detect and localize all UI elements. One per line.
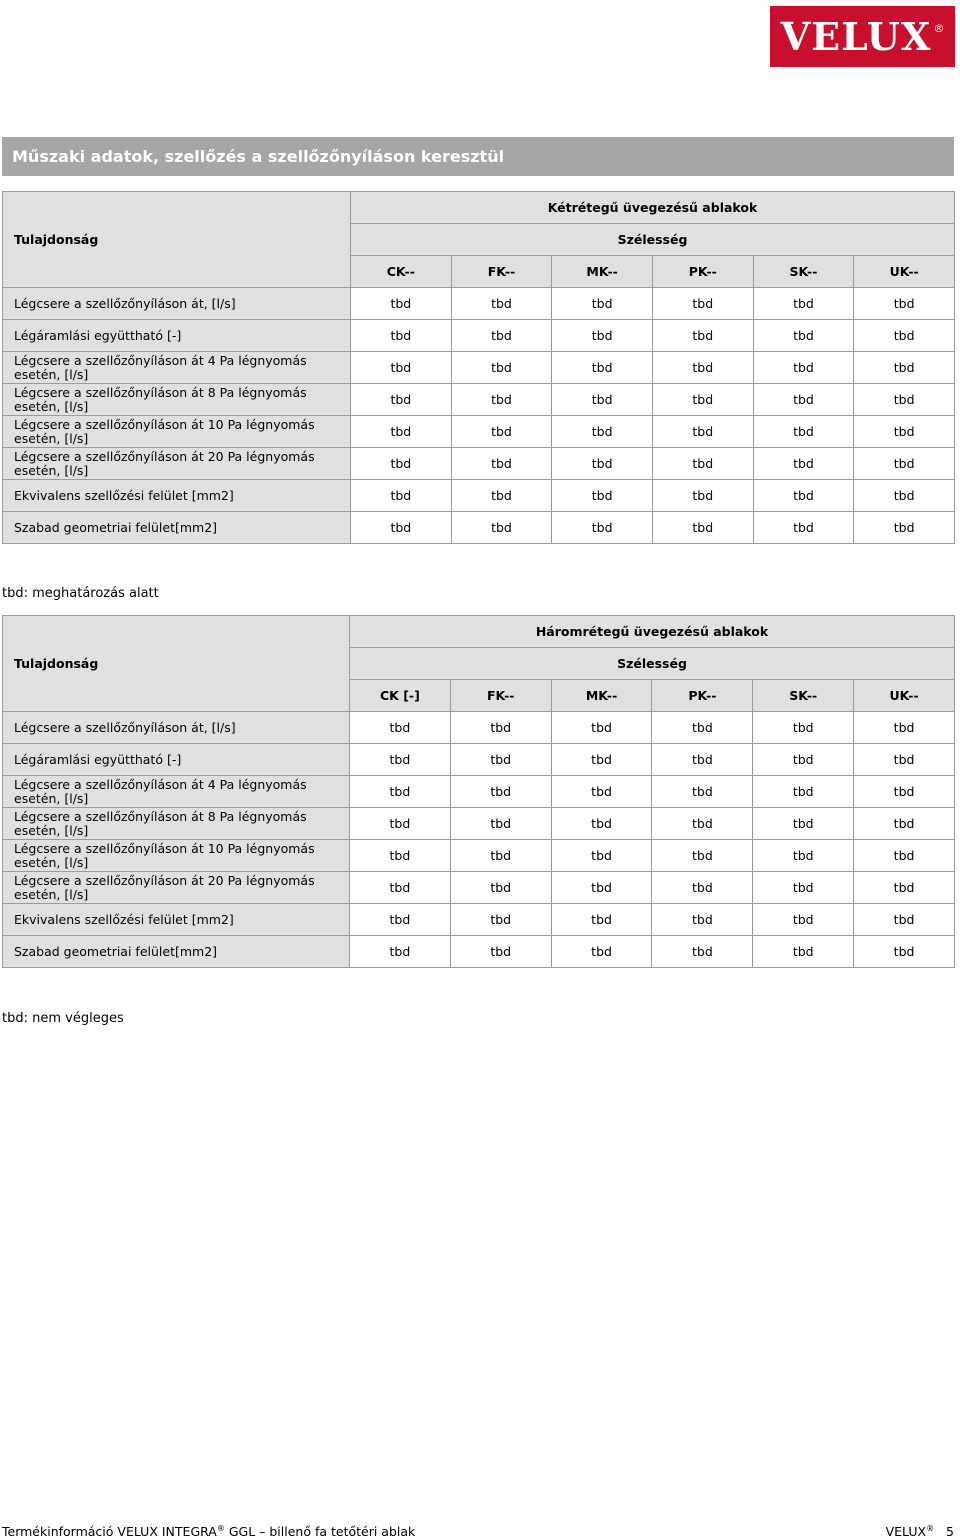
cell-value: tbd	[451, 352, 552, 384]
cell-value: tbd	[652, 416, 753, 448]
row-label: Légcsere a szellőzőnyíláson át 10 Pa légnyomás esetén, [l/s]	[3, 416, 351, 448]
cell-value: tbd	[351, 448, 452, 480]
cell-value: tbd	[854, 288, 955, 320]
cell-value: tbd	[350, 936, 451, 968]
column-header: FK--	[451, 256, 552, 288]
cell-value: tbd	[652, 480, 753, 512]
cell-value: tbd	[652, 512, 753, 544]
cell-value: tbd	[451, 288, 552, 320]
glazing-group-header: Háromrétegű üvegezésű ablakok	[350, 616, 955, 648]
cell-value: tbd	[753, 384, 854, 416]
row-label: Ekvivalens szellőzési felület [mm2]	[3, 480, 351, 512]
cell-value: tbd	[552, 416, 653, 448]
cell-value: tbd	[652, 808, 753, 840]
header-row	[3, 192, 955, 224]
table-row	[3, 936, 955, 968]
cell-value: tbd	[552, 512, 653, 544]
property-header: Tulajdonság	[3, 616, 350, 712]
cell-value: tbd	[551, 904, 652, 936]
cell-value: tbd	[652, 872, 753, 904]
cell-value: tbd	[652, 448, 753, 480]
row-label: Légcsere a szellőzőnyíláson át, [l/s]	[3, 712, 350, 744]
cell-value: tbd	[351, 480, 452, 512]
cell-value: tbd	[351, 288, 452, 320]
cell-value: tbd	[450, 936, 551, 968]
cell-value: tbd	[351, 352, 452, 384]
cell-value: tbd	[450, 904, 551, 936]
cell-value: tbd	[450, 808, 551, 840]
cell-value: tbd	[351, 512, 452, 544]
cell-value: tbd	[652, 904, 753, 936]
cell-value: tbd	[753, 776, 854, 808]
cell-value: tbd	[753, 416, 854, 448]
row-label: Légáramlási együttható [-]	[3, 744, 350, 776]
cell-value: tbd	[451, 512, 552, 544]
table-row	[3, 512, 955, 544]
footer-product-info	[2, 1524, 415, 1539]
cell-value: tbd	[753, 712, 854, 744]
cell-value: tbd	[753, 808, 854, 840]
table-row	[3, 352, 955, 384]
page-number: 5	[946, 1524, 954, 1540]
velux-logo	[770, 6, 955, 67]
cell-value: tbd	[652, 288, 753, 320]
triple-glazing-table	[2, 615, 955, 968]
cell-value: tbd	[450, 744, 551, 776]
row-label: Ekvivalens szellőzési felület [mm2]	[3, 904, 350, 936]
cell-value: tbd	[351, 384, 452, 416]
cell-value: tbd	[652, 320, 753, 352]
cell-value: tbd	[451, 384, 552, 416]
table-row	[3, 904, 955, 936]
cell-value: tbd	[450, 712, 551, 744]
double-glazing-table	[2, 191, 955, 544]
footer-brand-reg: ®	[926, 1524, 935, 1533]
footer-page-info	[886, 1524, 954, 1539]
table-row	[3, 448, 955, 480]
cell-value: tbd	[854, 744, 955, 776]
cell-value: tbd	[854, 416, 955, 448]
footer-left-text-b: GGL – billenő fa tetőtéri ablak	[224, 1524, 416, 1540]
column-header: FK--	[450, 680, 551, 712]
cell-value: tbd	[351, 416, 452, 448]
table2-note: tbd: nem végleges	[2, 1011, 124, 1026]
property-header: Tulajdonság	[3, 192, 351, 288]
cell-value: tbd	[451, 320, 552, 352]
cell-value: tbd	[350, 840, 451, 872]
cell-value: tbd	[450, 872, 551, 904]
cell-value: tbd	[350, 872, 451, 904]
cell-value: tbd	[551, 808, 652, 840]
row-label: Légáramlási együttható [-]	[3, 320, 351, 352]
table-row	[3, 416, 955, 448]
table-row	[3, 712, 955, 744]
cell-value: tbd	[854, 776, 955, 808]
column-header: UK--	[854, 680, 955, 712]
table-row	[3, 288, 955, 320]
table-row	[3, 776, 955, 808]
header-row	[3, 616, 955, 648]
table-row	[3, 872, 955, 904]
row-label: Légcsere a szellőzőnyíláson át 20 Pa légnyomás esetén, [l/s]	[3, 448, 351, 480]
row-label: Szabad geometriai felület[mm2]	[3, 936, 350, 968]
cell-value: tbd	[451, 480, 552, 512]
cell-value: tbd	[652, 744, 753, 776]
cell-value: tbd	[652, 936, 753, 968]
table1-note: tbd: meghatározás alatt	[2, 586, 159, 601]
cell-value: tbd	[552, 288, 653, 320]
cell-value: tbd	[753, 936, 854, 968]
footer-left-reg: ®	[216, 1524, 225, 1533]
column-header: PK--	[652, 256, 753, 288]
column-header: MK--	[552, 256, 653, 288]
column-header: SK--	[753, 680, 854, 712]
cell-value: tbd	[652, 840, 753, 872]
logo-registered-mark: ®	[933, 22, 945, 35]
table-row	[3, 840, 955, 872]
footer-brand: VELUX	[885, 1524, 927, 1540]
cell-value: tbd	[350, 744, 451, 776]
cell-value: tbd	[854, 840, 955, 872]
width-header: Szélesség	[350, 648, 955, 680]
row-label: Légcsere a szellőzőnyíláson át 8 Pa légnyomás esetén, [l/s]	[3, 384, 351, 416]
cell-value: tbd	[753, 320, 854, 352]
glazing-group-header: Kétrétegű üvegezésű ablakok	[351, 192, 955, 224]
cell-value: tbd	[450, 840, 551, 872]
cell-value: tbd	[854, 384, 955, 416]
table-row	[3, 744, 955, 776]
cell-value: tbd	[753, 744, 854, 776]
cell-value: tbd	[551, 776, 652, 808]
cell-value: tbd	[854, 352, 955, 384]
row-label: Légcsere a szellőzőnyíláson át 4 Pa légnyomás esetén, [l/s]	[3, 352, 351, 384]
cell-value: tbd	[551, 840, 652, 872]
row-label: Szabad geometriai felület[mm2]	[3, 512, 351, 544]
table-row	[3, 384, 955, 416]
width-header: Szélesség	[351, 224, 955, 256]
cell-value: tbd	[350, 808, 451, 840]
column-header: CK--	[351, 256, 452, 288]
row-label: Légcsere a szellőzőnyíláson át, [l/s]	[3, 288, 351, 320]
cell-value: tbd	[854, 448, 955, 480]
cell-value: tbd	[451, 448, 552, 480]
cell-value: tbd	[350, 776, 451, 808]
cell-value: tbd	[854, 904, 955, 936]
cell-value: tbd	[552, 384, 653, 416]
table-row	[3, 320, 955, 352]
cell-value: tbd	[753, 512, 854, 544]
cell-value: tbd	[753, 288, 854, 320]
row-label: Légcsere a szellőzőnyíláson át 10 Pa légnyomás esetén, [l/s]	[3, 840, 350, 872]
cell-value: tbd	[753, 352, 854, 384]
cell-value: tbd	[552, 320, 653, 352]
table-row	[3, 480, 955, 512]
cell-value: tbd	[552, 480, 653, 512]
column-header: SK--	[753, 256, 854, 288]
cell-value: tbd	[652, 776, 753, 808]
cell-value: tbd	[753, 904, 854, 936]
cell-value: tbd	[854, 872, 955, 904]
cell-value: tbd	[552, 352, 653, 384]
column-header: UK--	[854, 256, 955, 288]
cell-value: tbd	[450, 776, 551, 808]
cell-value: tbd	[551, 712, 652, 744]
cell-value: tbd	[753, 448, 854, 480]
cell-value: tbd	[753, 840, 854, 872]
cell-value: tbd	[854, 712, 955, 744]
cell-value: tbd	[652, 352, 753, 384]
row-label: Légcsere a szellőzőnyíláson át 8 Pa légnyomás esetén, [l/s]	[3, 808, 350, 840]
row-label: Légcsere a szellőzőnyíláson át 4 Pa légnyomás esetén, [l/s]	[3, 776, 350, 808]
cell-value: tbd	[854, 512, 955, 544]
column-header: CK [-]	[350, 680, 451, 712]
table-row	[3, 808, 955, 840]
cell-value: tbd	[652, 712, 753, 744]
cell-value: tbd	[854, 936, 955, 968]
cell-value: tbd	[451, 416, 552, 448]
cell-value: tbd	[551, 744, 652, 776]
cell-value: tbd	[854, 480, 955, 512]
cell-value: tbd	[753, 480, 854, 512]
cell-value: tbd	[552, 448, 653, 480]
column-header: PK--	[652, 680, 753, 712]
cell-value: tbd	[652, 384, 753, 416]
cell-value: tbd	[551, 872, 652, 904]
cell-value: tbd	[753, 872, 854, 904]
cell-value: tbd	[351, 320, 452, 352]
cell-value: tbd	[854, 320, 955, 352]
row-label: Légcsere a szellőzőnyíláson át 20 Pa légnyomás esetén, [l/s]	[3, 872, 350, 904]
cell-value: tbd	[350, 712, 451, 744]
section-title: Műszaki adatok, szellőzés a szellőzőnyíláson keresztül	[2, 137, 954, 176]
logo-text: VELUX	[780, 13, 932, 59]
footer-left-text-a: Termékinformáció VELUX INTEGRA	[2, 1524, 217, 1540]
column-header: MK--	[551, 680, 652, 712]
cell-value: tbd	[854, 808, 955, 840]
cell-value: tbd	[350, 904, 451, 936]
cell-value: tbd	[551, 936, 652, 968]
